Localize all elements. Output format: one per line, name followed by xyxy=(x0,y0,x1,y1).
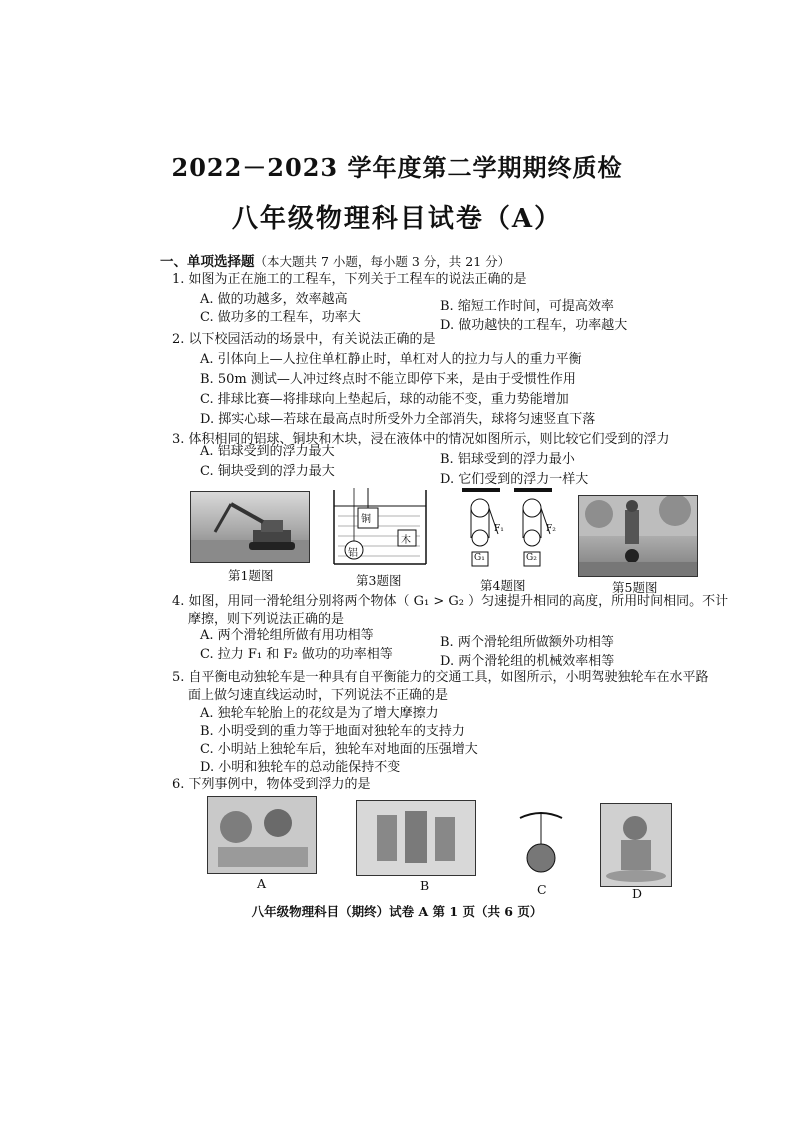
q4-option-d: D. 两个滑轮组的机械效率相等 xyxy=(440,654,615,669)
q5-option-d: D. 小明和独轮车的总动能保持不变 xyxy=(200,760,401,775)
fig3-copper-label: 铜 xyxy=(361,514,371,525)
q3-stem: 3. 体积相同的铝球、铜块和木块，浸在液体中的情况如图所示，则比较它们受到的浮力 xyxy=(172,432,670,447)
container-diagram xyxy=(332,488,428,566)
q2-option-b: B. 50m 测试—人冲过终点时不能立即停下来，是由于受惯性作用 xyxy=(200,372,576,387)
q6-label-d: D xyxy=(632,886,643,901)
fig3-liquid-container xyxy=(332,488,428,566)
fig4-f1-label: F₁ xyxy=(494,524,504,534)
q4-option-b: B. 两个滑轮组所做额外功相等 xyxy=(440,635,614,650)
q1-option-c: C. 做功多的工程车，功率大 xyxy=(200,310,361,325)
q6-label-c: C xyxy=(537,882,547,897)
q1-stem: 1. 如图为正在施工的工程车，下列关于工程车的说法正确的是 xyxy=(172,272,527,287)
q3-option-b: B. 铝球受到的浮力最小 xyxy=(440,452,575,467)
photo-d-icon xyxy=(601,804,671,886)
unicycle-icon xyxy=(579,496,697,576)
fig5-unicycle-photo xyxy=(578,495,698,577)
q4-stem-line2: 摩擦，则下列说法正确的是 xyxy=(188,612,345,627)
q5-stem-line1: 5. 自平衡电动独轮车是一种具有自平衡能力的交通工具，如图所示，小明驾驶独轮车在水平路 xyxy=(172,670,709,685)
q2-stem: 2. 以下校园活动的场景中，有关说法正确的是 xyxy=(172,332,436,347)
fig4-f2-label: F₂ xyxy=(546,524,556,534)
q6-photo-b xyxy=(356,800,476,876)
fig3-aluminum-label: 铝 xyxy=(348,548,358,559)
photo-c-icon xyxy=(514,800,568,876)
q3-option-d: D. 它们受到的浮力一样大 xyxy=(440,472,589,487)
fig4-caption: 第4题图 xyxy=(480,578,526,593)
q6-stem: 6. 下列事例中，物体受到浮力的是 xyxy=(172,777,371,792)
q4-stem-line1: 4. 如图，用同一滑轮组分别将两个物体（ G₁ > G₂ ）匀速提升相同的高度，所用时间相同。不计 xyxy=(172,594,729,609)
q1-option-a: A. 做的功越多，效率越高 xyxy=(200,292,348,307)
q6-photo-c xyxy=(514,800,568,876)
title-line-2: 八年级物理科目试卷（A） xyxy=(231,204,563,234)
section-heading xyxy=(160,250,510,270)
page-footer: 八年级物理科目（期终）试卷 A 第 1 页（共 6 页） xyxy=(251,904,543,919)
q1-option-d: D. 做功越快的工程车，功率越大 xyxy=(440,318,628,333)
fig4-pulley-diagram xyxy=(458,486,562,572)
q6-photo-d xyxy=(600,803,672,887)
photo-a-icon xyxy=(208,797,316,873)
q6-label-b: B xyxy=(420,878,430,893)
title-line-1: 2022－2023 学年度第二学期期终质检 xyxy=(171,153,623,182)
q2-option-c: C. 排球比赛—将排球向上垫起后，球的动能不变，重力势能增加 xyxy=(200,392,569,407)
fig4-g2-label: G₂ xyxy=(526,553,537,563)
section-note: （本大题共 7 小题，每小题 3 分，共 21 分） xyxy=(254,254,511,269)
q2-option-a: A. 引体向上—人拉住单杠静止时，单杠对人的拉力与人的重力平衡 xyxy=(200,352,582,367)
q6-label-a: A xyxy=(257,876,267,891)
section-title: 一、单项选择题 xyxy=(160,254,255,270)
fig3-caption: 第3题图 xyxy=(356,573,402,588)
q4-option-a: A. 两个滑轮组所做有用功相等 xyxy=(200,628,374,643)
q5-option-a: A. 独轮车轮胎上的花纹是为了增大摩擦力 xyxy=(200,706,439,721)
fig3-wood-label: 木 xyxy=(401,535,411,546)
q2-option-d: D. 掷实心球—若球在最高点时所受外力全部消失，球将匀速竖直下落 xyxy=(200,412,596,427)
q1-option-b: B. 缩短工作时间，可提高效率 xyxy=(440,299,614,314)
q4-option-c: C. 拉力 F₁ 和 F₂ 做功的功率相等 xyxy=(200,647,393,662)
q6-photo-a xyxy=(207,796,317,874)
fig4-g1-label: G₁ xyxy=(474,553,485,563)
fig5-caption: 第5题图 xyxy=(612,580,658,595)
q5-stem-line2: 面上做匀速直线运动时，下列说法不正确的是 xyxy=(188,688,449,703)
q5-option-b: B. 小明受到的重力等于地面对独轮车的支持力 xyxy=(200,724,465,739)
q3-option-c: C. 铜块受到的浮力最大 xyxy=(200,464,335,479)
q5-option-c: C. 小明站上独轮车后，独轮车对地面的压强增大 xyxy=(200,742,478,757)
photo-b-icon xyxy=(357,801,475,875)
excavator-icon xyxy=(191,492,309,562)
q3-option-a: A. 铝球受到的浮力最大 xyxy=(200,444,335,459)
fig1-excavator-photo xyxy=(190,491,310,563)
fig1-caption: 第1题图 xyxy=(228,568,274,583)
